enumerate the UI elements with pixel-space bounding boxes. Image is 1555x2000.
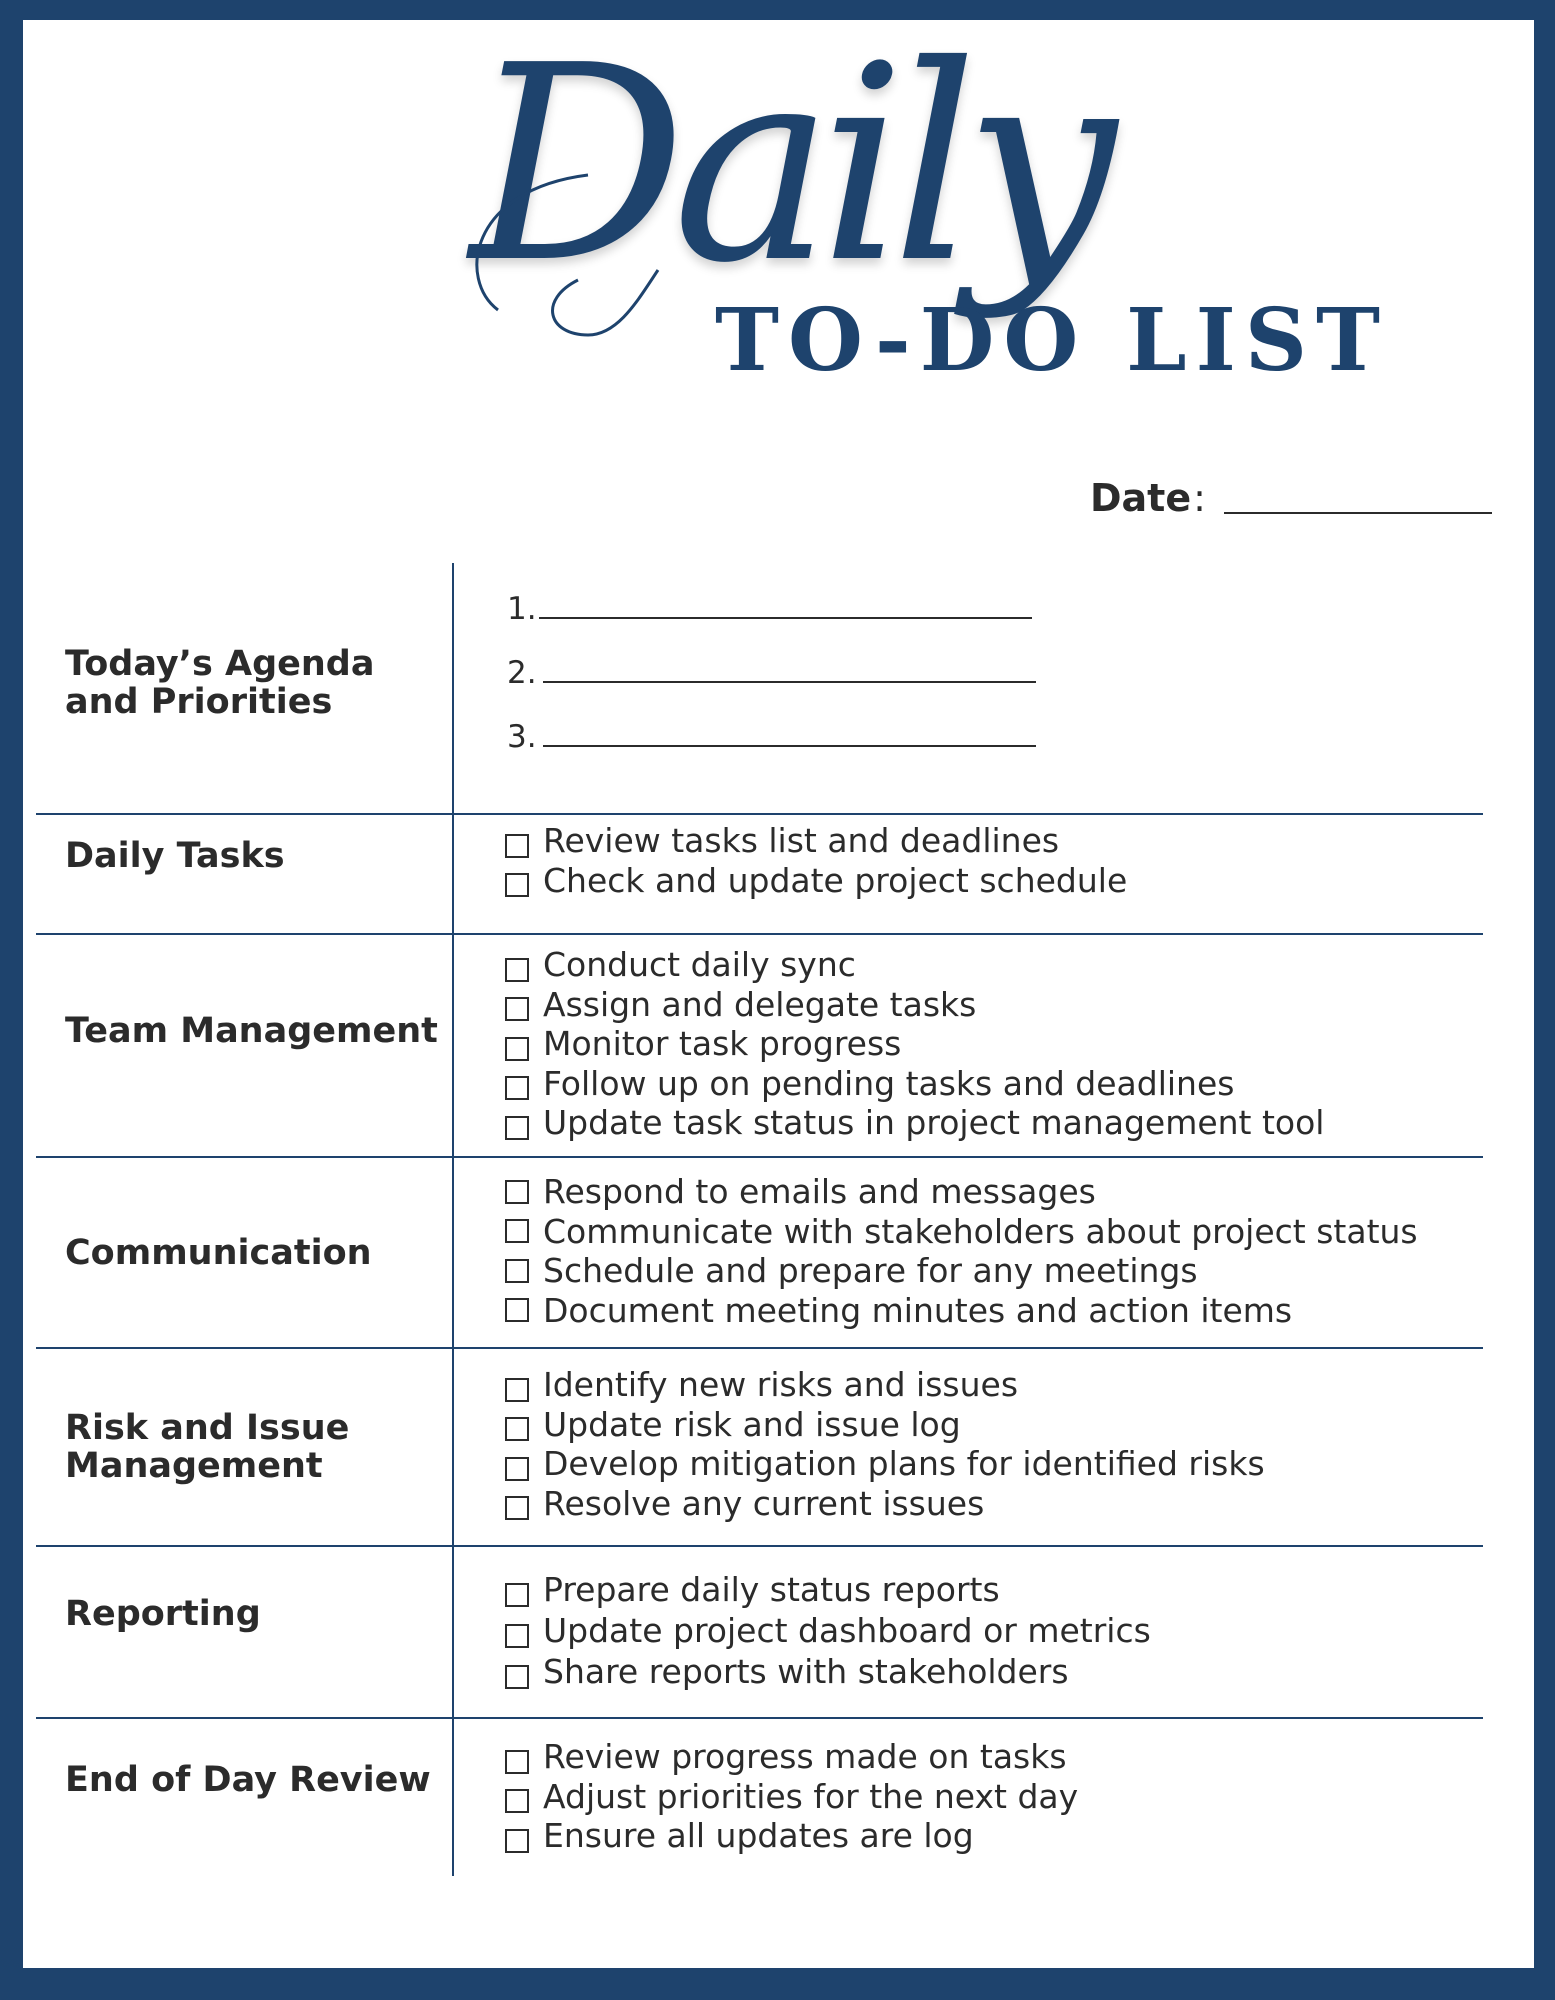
task-item[interactable] (505, 821, 1127, 861)
checkbox[interactable] (505, 1750, 529, 1774)
task-text: Identify new risks and issues (543, 1365, 1019, 1405)
checkbox[interactable] (505, 1037, 529, 1061)
agenda-rule (543, 681, 1036, 683)
task-item[interactable] (505, 1251, 1418, 1291)
checkbox[interactable] (505, 1219, 529, 1243)
checkbox[interactable] (505, 1116, 529, 1140)
section-risk-issue-management (36, 1347, 1483, 1547)
section-label: Today’s Agenda and Priorities (65, 644, 375, 722)
agenda-rule (543, 745, 1036, 747)
title-subtitle: TO-DO LIST (715, 290, 1389, 391)
task-text: Resolve any current issues (543, 1483, 985, 1523)
date-label: Date (1090, 476, 1192, 520)
task-text: Update risk and issue log (543, 1404, 961, 1444)
checkbox[interactable] (505, 1496, 529, 1520)
task-text: Share reports with stakeholders (543, 1652, 1069, 1691)
section-label: Reporting (65, 1594, 261, 1634)
task-item[interactable] (505, 1172, 1418, 1212)
section-label: Communication (65, 1233, 372, 1273)
task-text: Prepare daily status reports (543, 1570, 1000, 1609)
task-text: Document meeting minutes and action items (543, 1290, 1293, 1330)
section-reporting (36, 1545, 1483, 1719)
checkbox[interactable] (505, 873, 529, 897)
date-row (1090, 476, 1492, 520)
section-label: End of Day Review (65, 1760, 431, 1800)
task-text: Respond to emails and messages (543, 1172, 1096, 1212)
checkbox[interactable] (505, 1180, 529, 1204)
checkbox[interactable] (505, 1829, 529, 1853)
section-daily-tasks (36, 813, 1483, 935)
agenda-number: 1. (507, 591, 537, 627)
checkbox[interactable] (505, 997, 529, 1021)
task-list (505, 1365, 1265, 1523)
task-list (505, 945, 1324, 1143)
task-text: Adjust priorities for the next day (543, 1776, 1079, 1816)
section-communication (36, 1156, 1483, 1349)
task-list (505, 1569, 1151, 1692)
task-item[interactable] (505, 985, 1324, 1025)
checkbox[interactable] (505, 1665, 529, 1689)
task-text: Check and update project schedule (543, 860, 1128, 900)
checkbox[interactable] (505, 1298, 529, 1322)
task-list (505, 821, 1127, 900)
checkbox[interactable] (505, 1076, 529, 1100)
task-text: Conduct daily sync (543, 945, 856, 985)
checkbox[interactable] (505, 1457, 529, 1481)
task-item[interactable] (505, 861, 1127, 901)
task-item[interactable] (505, 1651, 1151, 1692)
task-item[interactable] (505, 1024, 1324, 1064)
task-text: Communicate with stakeholders about project status (543, 1211, 1418, 1251)
task-item[interactable] (505, 1484, 1265, 1524)
task-item[interactable] (505, 1064, 1324, 1104)
checkbox[interactable] (505, 1624, 529, 1648)
task-item[interactable] (505, 1212, 1418, 1252)
date-field[interactable] (1224, 512, 1492, 514)
section-label: Risk and Issue Management (65, 1408, 350, 1486)
task-text: Monitor task progress (543, 1024, 902, 1064)
agenda-line[interactable] (507, 691, 1036, 755)
date-colon: : (1193, 476, 1206, 520)
task-item[interactable] (505, 1444, 1265, 1484)
task-list (505, 1172, 1418, 1330)
task-text: Develop mitigation plans for identified risks (543, 1444, 1265, 1484)
agenda-number: 2. (507, 655, 537, 691)
agenda-lines (507, 563, 1036, 755)
section-agenda (36, 563, 1483, 813)
task-text: Update task status in project management tool (543, 1103, 1325, 1143)
agenda-number: 3. (507, 719, 537, 755)
task-item[interactable] (505, 1816, 1078, 1856)
task-item[interactable] (505, 945, 1324, 985)
checkbox[interactable] (505, 1789, 529, 1813)
task-text: Ensure all updates are log (543, 1816, 974, 1856)
task-text: Update project dashboard or metrics (543, 1611, 1151, 1650)
checkbox[interactable] (505, 1417, 529, 1441)
task-item[interactable] (505, 1569, 1151, 1610)
section-team-management (36, 933, 1483, 1158)
section-label: Team Management (65, 1011, 438, 1051)
title-script: Daily (470, 7, 1103, 322)
checkbox[interactable] (505, 1259, 529, 1283)
agenda-line[interactable] (507, 627, 1036, 691)
checkbox[interactable] (505, 958, 529, 982)
task-item[interactable] (505, 1365, 1265, 1405)
task-item[interactable] (505, 1103, 1324, 1143)
task-item[interactable] (505, 1291, 1418, 1331)
task-text: Assign and delegate tasks (543, 984, 977, 1024)
task-list (505, 1737, 1078, 1856)
task-item[interactable] (505, 1405, 1265, 1445)
checkbox[interactable] (505, 1583, 529, 1607)
task-item[interactable] (505, 1737, 1078, 1777)
task-item[interactable] (505, 1777, 1078, 1817)
section-label: Daily Tasks (65, 836, 285, 876)
task-text: Follow up on pending tasks and deadlines (543, 1063, 1235, 1103)
task-item[interactable] (505, 1610, 1151, 1651)
task-text: Review tasks list and deadlines (543, 821, 1060, 861)
checkbox[interactable] (505, 834, 529, 858)
checkbox[interactable] (505, 1378, 529, 1402)
section-end-of-day-review (36, 1717, 1483, 1878)
agenda-line[interactable] (507, 563, 1036, 627)
agenda-rule (539, 617, 1032, 619)
task-text: Review progress made on tasks (543, 1737, 1067, 1777)
task-text: Schedule and prepare for any meetings (543, 1251, 1198, 1291)
